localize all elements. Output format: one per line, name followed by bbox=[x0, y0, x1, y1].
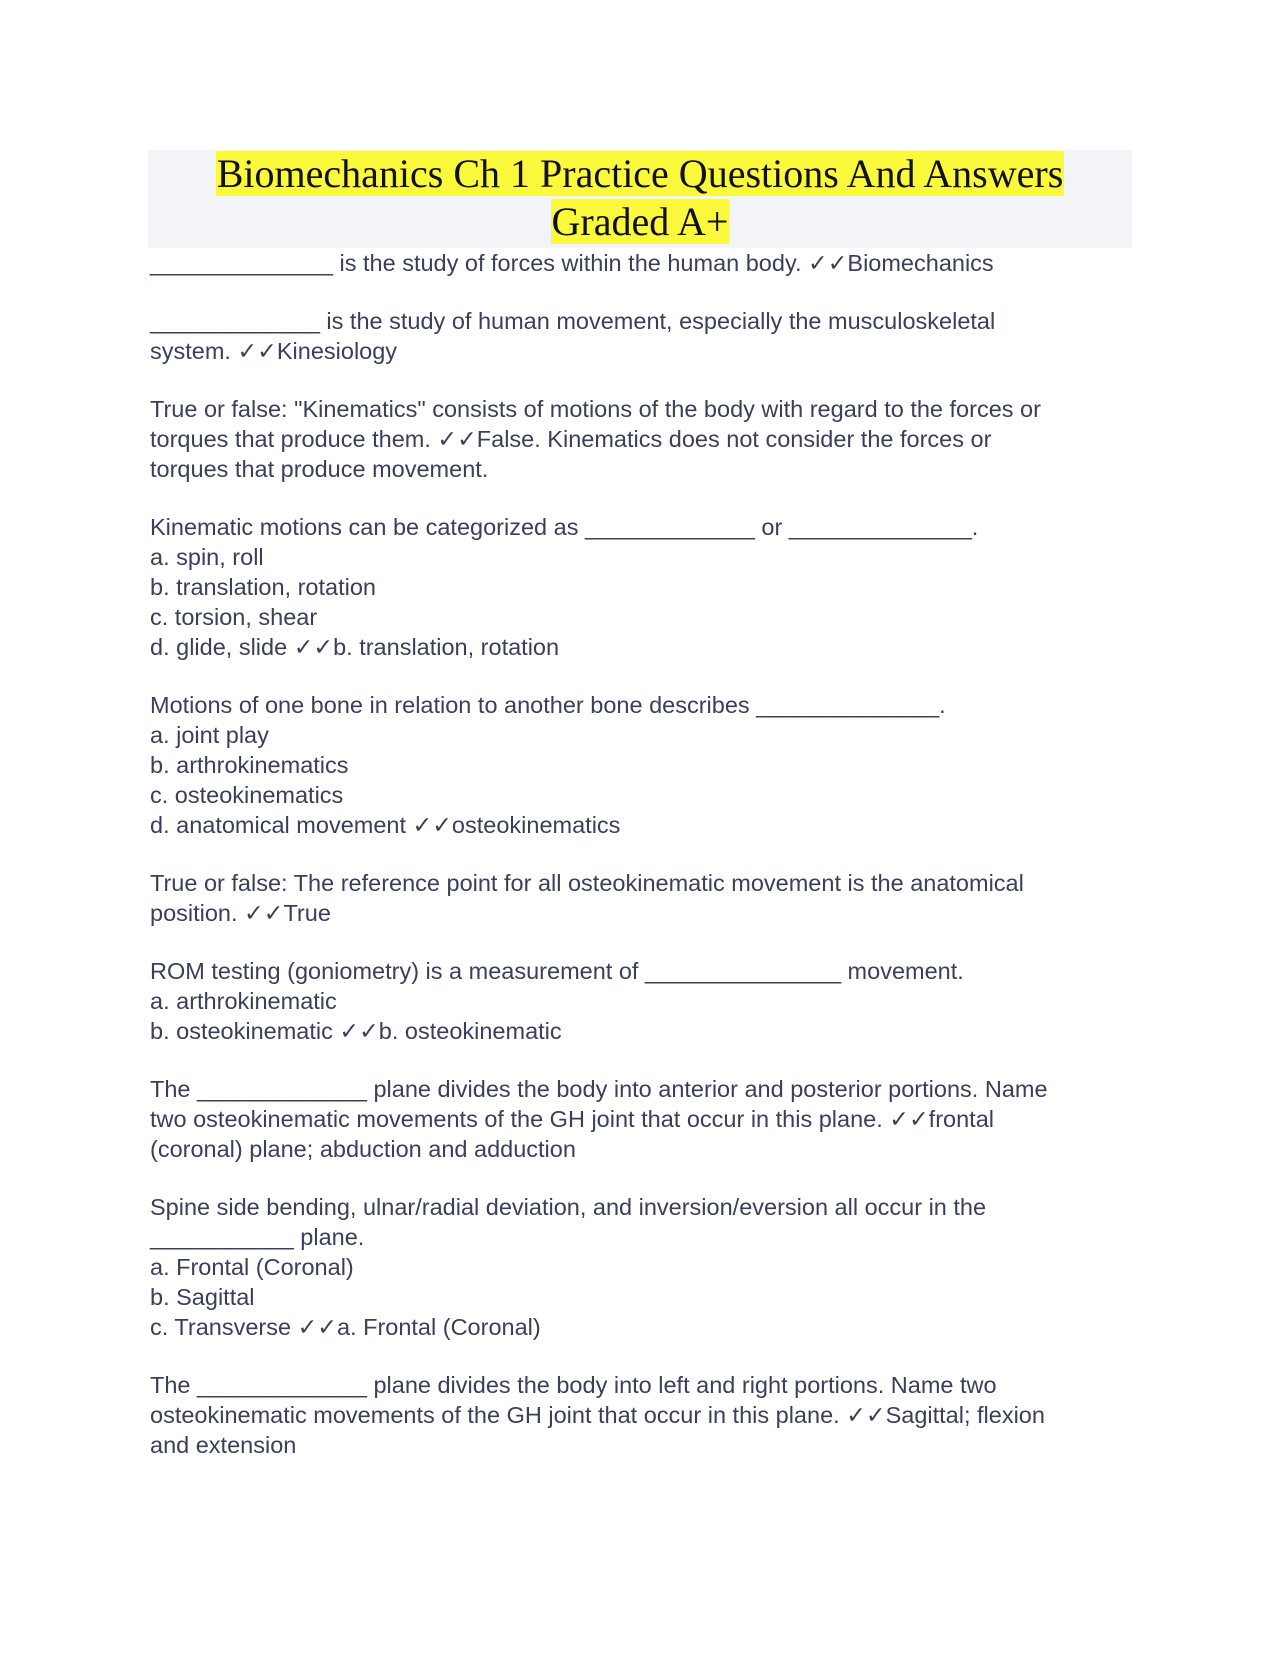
question-line: c. Transverse ✓✓a. Frontal (Coronal) bbox=[150, 1314, 541, 1340]
question-line: _____________ is the study of human movement, especially the musculoskeletal bbox=[150, 308, 996, 334]
question-line: d. glide, slide ✓✓b. translation, rotation bbox=[150, 634, 560, 660]
question-line: The _____________ plane divides the body into left and right portions. Name two bbox=[150, 1372, 997, 1398]
question-block bbox=[150, 394, 1130, 484]
question-line: c. torsion, shear bbox=[150, 604, 318, 630]
question-line: b. osteokinematic ✓✓b. osteokinematic bbox=[150, 1018, 562, 1044]
question-line: True or false: "Kinematics" consists of motions of the body with regard to the forces or bbox=[150, 396, 1041, 422]
questions-list bbox=[150, 248, 1130, 1488]
question-block bbox=[150, 1074, 1130, 1164]
question-line: True or false: The reference point for all osteokinematic movement is the anatomical bbox=[150, 870, 1024, 896]
question-line: (coronal) plane; abduction and adduction bbox=[150, 1136, 576, 1162]
question-block bbox=[150, 690, 1130, 840]
question-block bbox=[150, 868, 1130, 928]
question-line: torques that produce them. ✓✓False. Kinematics does not consider the forces or bbox=[150, 426, 992, 452]
question-line: The _____________ plane divides the body into anterior and posterior portions. Name bbox=[150, 1076, 1048, 1102]
question-block bbox=[150, 306, 1130, 366]
question-line: b. translation, rotation bbox=[150, 574, 376, 600]
question-line: torques that produce movement. bbox=[150, 456, 489, 482]
question-line: Kinematic motions can be categorized as _____________ or ______________. bbox=[150, 514, 979, 540]
question-line: system. ✓✓Kinesiology bbox=[150, 338, 398, 364]
question-line: a. Frontal (Coronal) bbox=[150, 1254, 354, 1280]
title-line-1: Biomechanics Ch 1 Practice Questions And Answers bbox=[216, 151, 1064, 196]
question-block bbox=[150, 1192, 1130, 1342]
document-title bbox=[148, 150, 1132, 248]
question-line: a. spin, roll bbox=[150, 544, 264, 570]
question-line: c. osteokinematics bbox=[150, 782, 344, 808]
question-line: Spine side bending, ulnar/radial deviation, and inversion/eversion all occur in the bbox=[150, 1194, 987, 1220]
question-line: ___________ plane. bbox=[150, 1224, 365, 1250]
question-line: Motions of one bone in relation to another bone describes ______________. bbox=[150, 692, 946, 718]
question-line: b. Sagittal bbox=[150, 1284, 255, 1310]
question-block bbox=[150, 248, 1130, 278]
question-line: position. ✓✓True bbox=[150, 900, 331, 926]
question-line: ROM testing (goniometry) is a measurement of _______________ movement. bbox=[150, 958, 964, 984]
question-block bbox=[150, 956, 1130, 1046]
question-block bbox=[150, 1370, 1130, 1460]
title-line-2: Graded A+ bbox=[551, 199, 729, 244]
question-block bbox=[150, 512, 1130, 662]
question-line: a. arthrokinematic bbox=[150, 988, 337, 1014]
question-line: two osteokinematic movements of the GH joint that occur in this plane. ✓✓frontal bbox=[150, 1106, 994, 1132]
question-line: ______________ is the study of forces within the human body. ✓✓Biomechanics bbox=[150, 250, 994, 276]
question-line: b. arthrokinematics bbox=[150, 752, 349, 778]
question-line: d. anatomical movement ✓✓osteokinematics bbox=[150, 812, 621, 838]
question-line: osteokinematic movements of the GH joint that occur in this plane. ✓✓Sagittal; flexion bbox=[150, 1402, 1045, 1428]
question-line: a. joint play bbox=[150, 722, 269, 748]
question-line: and extension bbox=[150, 1432, 297, 1458]
